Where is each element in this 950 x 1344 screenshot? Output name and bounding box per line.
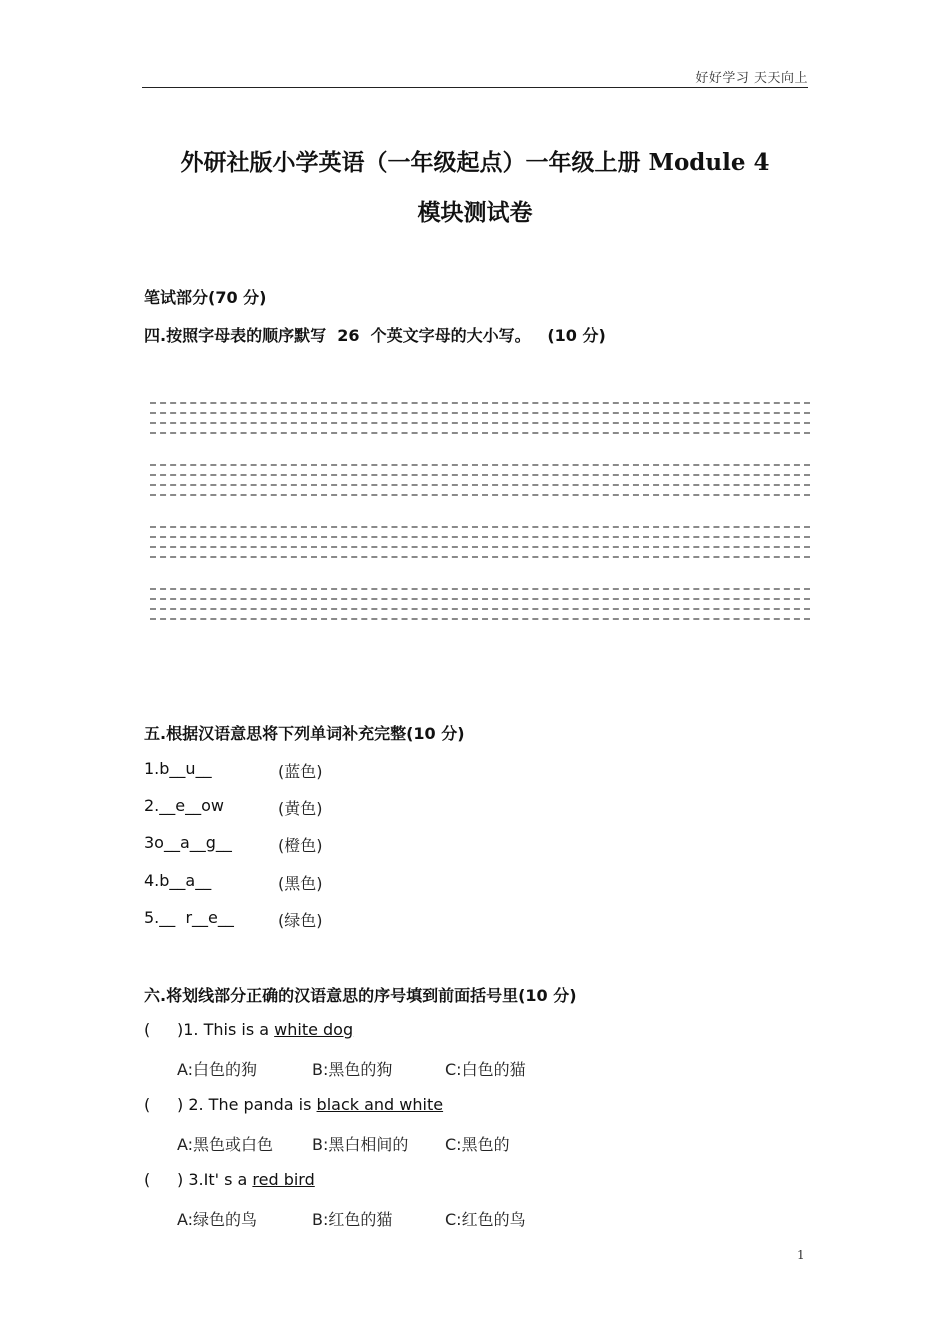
document-title-line-2: 模块测试卷 (417, 199, 533, 226)
question-2-option-a: A:黑色或白色 (177, 1135, 274, 1154)
header-rule (142, 87, 808, 88)
answer-bracket-2[interactable]: ( (144, 1095, 151, 1114)
question-2-text: ) 2. The panda is (177, 1095, 317, 1114)
answer-bracket-3[interactable]: ( (144, 1170, 151, 1189)
fill-word-4: 4.b__a__ (144, 871, 212, 890)
question-1-text: )1. This is a (177, 1020, 275, 1039)
word-meaning-2: (黄色) (278, 799, 323, 818)
fill-word-2: 2.__e__ow (144, 796, 224, 815)
written-part-heading: 笔试部分(70 分) (144, 288, 267, 307)
page-number: 1 (797, 1248, 805, 1262)
question-3-option-c: C:红色的鸟 (445, 1210, 526, 1229)
question-2-option-b: B:黑白相间的 (312, 1135, 409, 1154)
question-1-option-a: A:白色的狗 (177, 1060, 258, 1079)
fill-word-3: 3o__a__g__ (144, 833, 232, 852)
writing-staff (150, 397, 810, 459)
alphabet-writing-area[interactable] (150, 397, 810, 645)
question-1-underlined: white dog (274, 1020, 354, 1039)
question-3-option-a: A:绿色的鸟 (177, 1210, 258, 1229)
question-3-underlined: red bird (252, 1170, 315, 1189)
section-5-heading: 五.根据汉语意思将下列单词补充完整(10 分) (144, 724, 465, 743)
word-meaning-1: (蓝色) (278, 762, 323, 781)
section-4-heading: 四.按照字母表的顺序默写 26 个英文字母的大小写。 (10 分) (144, 326, 606, 345)
word-meaning-4: (黑色) (278, 874, 323, 893)
writing-staff (150, 583, 810, 645)
word-meaning-5: (绿色) (278, 911, 323, 930)
fill-word-1: 1.b__u__ (144, 759, 212, 778)
fill-word-5: 5.__ r__e__ (144, 908, 234, 927)
page-header-text: 好好学习 天天向上 (695, 71, 808, 86)
question-3-text: ) 3.It' s a (177, 1170, 253, 1189)
writing-staff (150, 459, 810, 521)
question-2 (177, 1095, 443, 1114)
document-title-line-1: 外研社版小学英语（一年级起点）一年级上册 Module 4 (180, 149, 770, 176)
question-1 (177, 1020, 353, 1039)
question-1-option-b: B:黑色的狗 (312, 1060, 393, 1079)
question-1-option-c: C:白色的猫 (445, 1060, 526, 1079)
word-meaning-3: (橙色) (278, 836, 323, 855)
question-2-underlined: black and white (316, 1095, 444, 1114)
section-6-heading: 六.将划线部分正确的汉语意思的序号填到前面括号里(10 分) (144, 986, 577, 1005)
question-3 (177, 1170, 315, 1189)
question-2-option-c: C:黑色的 (445, 1135, 510, 1154)
answer-bracket-1[interactable]: ( (144, 1020, 151, 1039)
question-3-option-b: B:红色的猫 (312, 1210, 393, 1229)
writing-staff (150, 521, 810, 583)
